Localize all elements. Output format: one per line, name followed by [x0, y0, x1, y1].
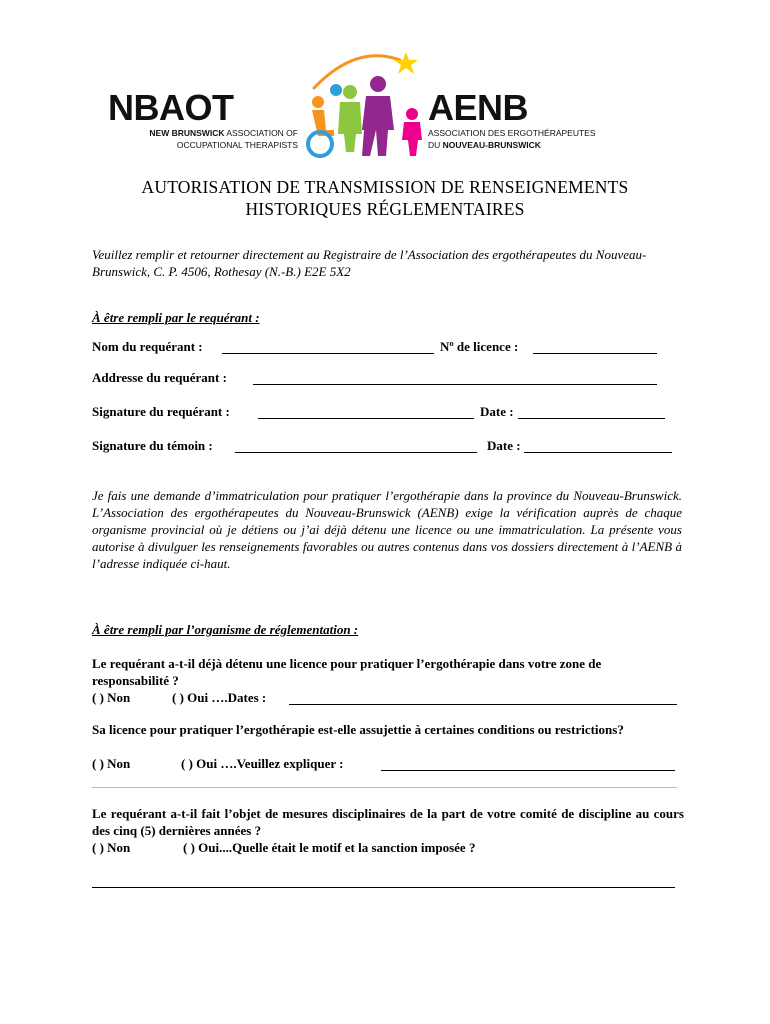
- signature-label: Signature du requérant :: [92, 404, 230, 419]
- q2-oui-option[interactable]: ( ) Oui ….Veuillez expliquer :: [181, 756, 344, 771]
- nbaot-acronym: NBAOT: [108, 87, 234, 128]
- nbaot-logo: [108, 87, 298, 150]
- q1-oui-option[interactable]: ( ) Oui ….Dates :: [172, 690, 267, 705]
- intro-text: Veuillez remplir et retourner directement au Registraire de l’Association des ergothérapeutes du Nouveau-Brunswick, C. P. 4506, Rothesay (N.-B.) E2E 5X2: [92, 247, 647, 279]
- name-label: Nom du requérant :: [92, 339, 203, 354]
- aenb-acronym: AENB: [428, 87, 529, 128]
- address-field[interactable]: [253, 384, 657, 385]
- aenb-name-line2: DU NOUVEAU-BRUNSWICK: [428, 140, 541, 150]
- date-label: Date :: [480, 404, 514, 419]
- title-line-2: HISTORIQUES RÉGLEMENTAIRES: [245, 199, 525, 219]
- question-2: Sa licence pour pratiquer l’ergothérapie est-elle assujettie à certaines conditions ou restrictions?: [92, 722, 624, 737]
- address-label: Addresse du requérant :: [92, 370, 227, 385]
- nbaot-name-line1: NEW BRUNSWICK ASSOCIATION OF: [149, 128, 298, 138]
- nbaot-name-line2: OCCUPATIONAL THERAPISTS: [176, 140, 298, 150]
- q2-explain-extra-line[interactable]: [92, 787, 677, 788]
- section-heading-requester: À être rempli par le requérant :: [92, 310, 260, 325]
- licence-field[interactable]: [533, 353, 657, 354]
- q2-non-option[interactable]: ( ) Non: [92, 756, 131, 771]
- title-line-1: AUTORISATION DE TRANSMISSION DE RENSEIGNEMENTS: [141, 177, 629, 197]
- name-field[interactable]: [222, 353, 434, 354]
- witness-signature-label: Signature du témoin :: [92, 438, 213, 453]
- q3-oui-option[interactable]: ( ) Oui....Quelle était le motif et la sanction imposée ?: [183, 840, 476, 855]
- aenb-logo: [428, 87, 638, 150]
- witness-signature-field[interactable]: [235, 452, 477, 453]
- section-heading-regulator: À être rempli par l’organisme de réglementation :: [92, 622, 359, 637]
- witness-date-field[interactable]: [524, 452, 672, 453]
- q3-non-option[interactable]: ( ) Non: [92, 840, 131, 855]
- family-logo-icon: [296, 48, 430, 160]
- authorization-paragraph: Je fais une demande d’immatriculation pour pratiquer l’ergothérapie dans la province du Nouveau-Brunswick. L’Association des ergothérapeutes du Nouveau-Brunswick (AENB) exige la vérification auprès de chaque organisme provincial où je détiens ou j’ai déjà détenu une licence ou une immatriculation. La présente vous autorise à divulguer les renseignements favorables ou autres contenus dans vos dossiers directement à l’AENB à l’adresse indiquée ci-haut.: [92, 488, 682, 571]
- question-1: Le requérant a-t-il déjà détenu une licence pour pratiquer l’ergothérapie dans votre zone de responsabilité ?: [92, 656, 602, 688]
- signature-field[interactable]: [258, 418, 474, 419]
- q2-explain-field[interactable]: [381, 770, 675, 771]
- date-field[interactable]: [518, 418, 665, 419]
- page-title: [60, 176, 710, 220]
- q3-answer-field[interactable]: [92, 887, 675, 888]
- q1-non-option[interactable]: ( ) Non: [92, 690, 131, 705]
- question-3: Le requérant a-t-il fait l’objet de mesures disciplinaires de la part de votre comité de discipline au cours des cinq (5) dernières années ?: [92, 806, 684, 838]
- witness-date-label: Date :: [487, 438, 521, 453]
- licence-label: Nº de licence :: [440, 339, 519, 354]
- aenb-name-line1: ASSOCIATION DES ERGOTHÉRAPEUTES: [428, 128, 596, 138]
- q1-dates-field[interactable]: [289, 704, 677, 705]
